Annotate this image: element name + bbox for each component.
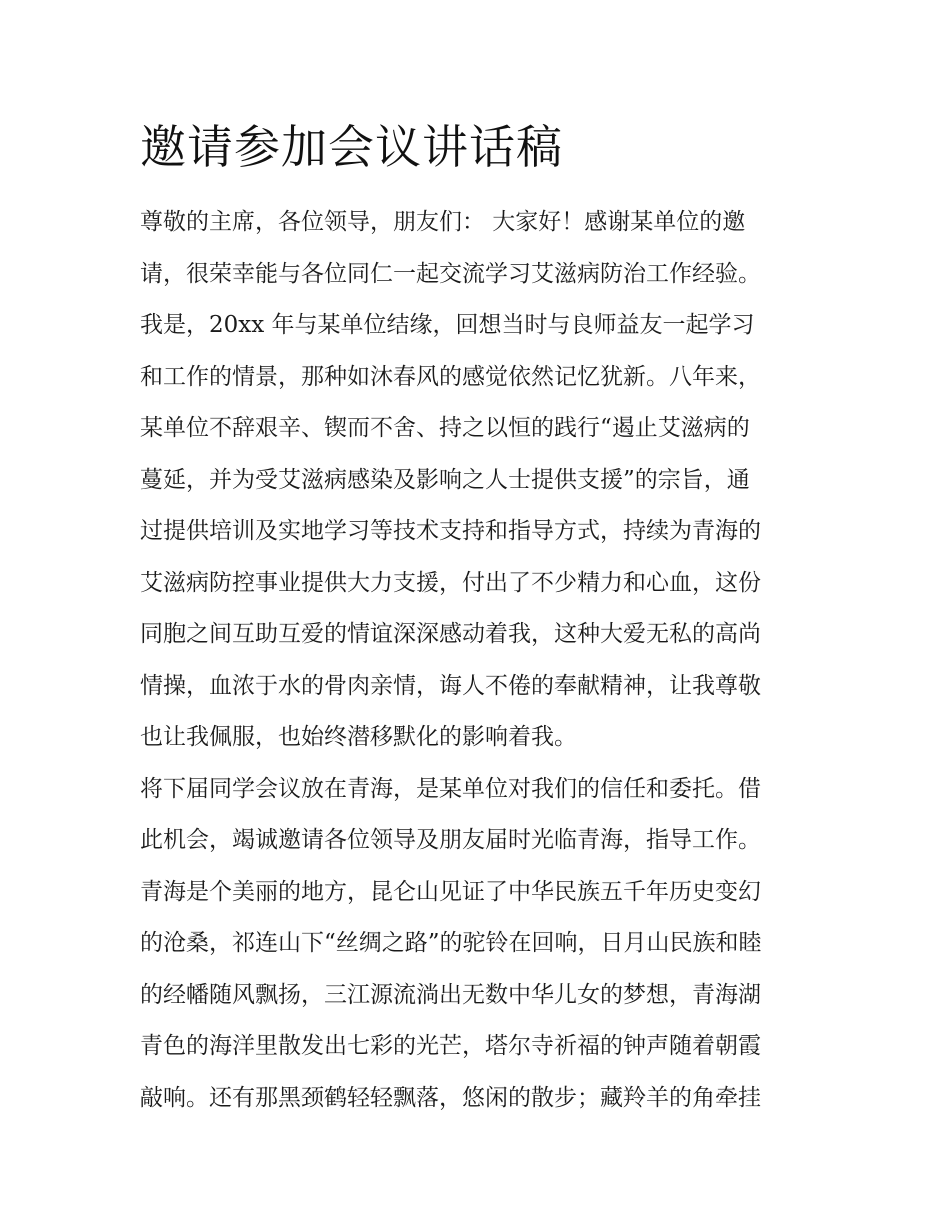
text-line: 青海是个美丽的地方，昆仑山见证了中华民族五千年历史变幻	[140, 878, 761, 905]
text-line: 艾滋病防控事业提供大力支援，付出了不少精力和心血，这份	[140, 569, 761, 596]
text-line: 青色的海洋里散发出七彩的光芒，塔尔寺祈福的钟声随着朝霞	[140, 1033, 761, 1059]
text-line: 也让我佩服，也始终潜移默化的影响着我。	[140, 724, 577, 750]
document-body	[140, 200, 820, 1127]
text-line: 请，很荣幸能与各位同仁一起交流学习艾滋病防治工作经验。	[140, 260, 761, 287]
text-line: 某单位不辞艰辛、锲而不舍、持之以恒的践行“遏止艾滋病的	[140, 415, 750, 441]
text-line: 和工作的情景，那种如沐春风的感觉依然记忆犹新。八年来，	[140, 363, 761, 390]
text-line: 尊敬的主席，各位领导，朋友们： 大家好！感谢某单位的邀	[140, 209, 746, 235]
text-line: 同胞之间互助互爱的情谊深深感动着我，这种大爱无私的高尚	[140, 621, 761, 647]
text-line: 情操，血浓于水的骨肉亲情，诲人不倦的奉献精神，让我尊敬	[140, 672, 761, 699]
text-line: 我是，20xx 年与某单位结缘，回想当时与良师益友一起学习	[140, 312, 755, 338]
paragraph	[140, 767, 820, 1128]
paragraph	[140, 200, 820, 767]
text-line: 此机会，竭诚邀请各位领导及朋友届时光临青海，指导工作。	[140, 827, 761, 853]
text-line: 敲响。还有那黑颈鹤轻轻飘落，悠闲的散步；藏羚羊的角牵挂	[140, 1084, 761, 1111]
text-line: 的沧桑，祁连山下“丝绸之路”的驼铃在回响，日月山民族和睦	[140, 930, 762, 956]
text-line: 蔓延，并为受艾滋病感染及影响之人士提供支援”的宗旨，通	[140, 466, 750, 493]
text-line: 的经幡随风飘扬，三江源流淌出无数中华儿女的梦想，青海湖	[140, 981, 761, 1008]
document-title: 邀请参加会议讲话稿	[140, 120, 563, 174]
text-line: 将下届同学会议放在青海，是某单位对我们的信任和委托。借	[140, 775, 761, 802]
text-line: 过提供培训及实地学习等技术支持和指导方式，持续为青海的	[140, 518, 761, 544]
